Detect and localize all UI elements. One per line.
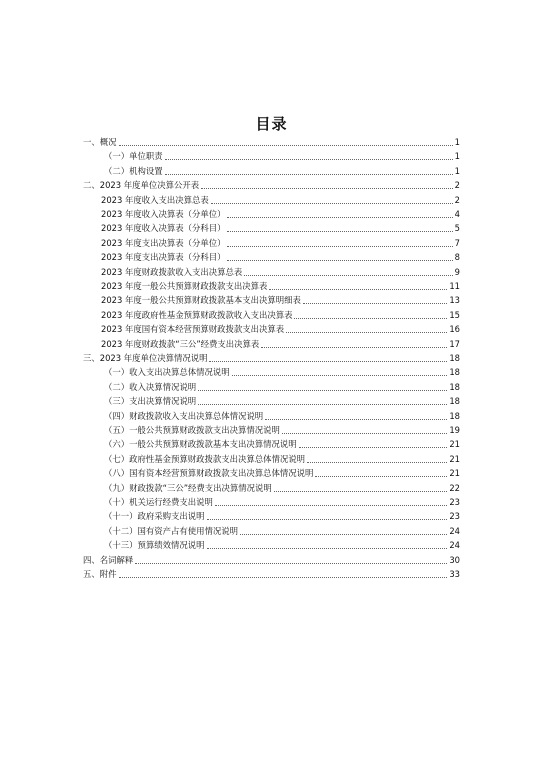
toc-entry-page-number: 1 [454,165,460,176]
toc-entry[interactable] [104,511,460,522]
toc-entry-page-number: 22 [449,482,460,493]
toc-entry-page-number: 18 [449,396,460,407]
toc-dot-leader [244,274,452,276]
toc-entry[interactable] [101,310,460,321]
toc-entry-page-number: 24 [449,540,460,551]
toc-dot-leader [215,504,447,506]
toc-entry-page-number: 23 [449,497,460,507]
toc-entry-label: 2023 年度支出决算表（分科目） [101,252,226,263]
toc-entry[interactable] [83,180,460,191]
toc-dot-leader [165,173,453,175]
toc-entry[interactable] [101,252,460,263]
toc-entry[interactable] [83,555,460,566]
toc-entry-page-number: 15 [449,309,460,320]
toc-dot-leader [240,533,447,535]
toc-entry-page-number: 21 [449,453,460,464]
toc-entry-label: 2023 年度政府性基金预算财政拨款收入支出决算表 [101,309,293,320]
toc-entry[interactable] [101,339,460,350]
toc-entry-page-number: 30 [449,554,460,565]
toc-entry[interactable] [101,223,460,234]
toc-entry-label: （五）一般公共预算财政拨款支出决算情况说明 [104,425,280,435]
toc-entry-label: 2023 年度一般公共预算财政拨款支出决算表 [101,281,268,291]
toc-entry[interactable] [104,367,460,378]
toc-dot-leader [227,245,452,247]
toc-entry-label: 一、概况 [83,137,117,147]
toc-dot-leader [286,331,447,333]
toc-entry-label: （十三）预算绩效情况说明 [104,540,205,551]
toc-entry-page-number: 24 [449,525,460,536]
toc-entry[interactable] [101,267,460,278]
toc-entry-label: （十二）国有资产占有使用情况说明 [104,525,238,536]
toc-entry[interactable] [104,439,460,450]
toc-entry-page-number: 33 [449,569,460,579]
toc-entry-label: 2023 年度支出决算表（分单位） [101,237,226,248]
toc-entry[interactable] [104,526,460,537]
toc-entry[interactable] [101,238,460,249]
toc-entry[interactable] [104,425,460,436]
toc-entry-label: 2023 年度一般公共预算财政拨款基本支出决算明细表 [101,295,301,306]
toc-dot-leader [274,490,448,492]
toc-entry-label: （十）机关运行经费支出说明 [104,497,213,507]
toc-dot-leader [265,418,447,420]
toc-dot-leader [303,302,447,304]
toc-entry[interactable] [104,151,460,162]
toc-entry[interactable] [101,281,460,292]
toc-entry-page-number: 4 [454,209,460,219]
toc-entry-label: （二）机构设置 [104,165,163,176]
toc-entry-page-number: 2 [454,194,460,205]
toc-entry[interactable] [101,195,460,206]
toc-dot-leader [282,432,447,434]
toc-entry-page-number: 8 [454,252,460,263]
toc-entry-label: 2023 年度财政拨款“三公”经费支出决算表 [101,338,260,349]
toc-dot-leader [307,461,447,463]
toc-entry-page-number: 5 [454,223,460,234]
toc-entry-page-number: 1 [454,151,460,162]
toc-entry-label: 五、附件 [83,569,117,579]
toc-entry[interactable] [101,209,460,220]
toc-dot-leader [198,403,447,405]
toc-entry-label: （六）一般公共预算财政拨款基本支出决算情况说明 [104,439,297,450]
toc-dot-leader [315,475,447,477]
toc-entry[interactable] [83,569,460,580]
toc-entry-page-number: 7 [454,237,460,248]
toc-entry-label: 二、2023 年度单位决算公开表 [83,180,200,191]
toc-entry-label: （一）收入支出决算总体情况说明 [104,367,230,378]
toc-entry[interactable] [104,497,460,508]
toc-entry-page-number: 13 [449,295,460,306]
toc-entry-label: （三）支出决算情况说明 [104,396,197,407]
toc-entry-page-number: 18 [449,367,460,378]
toc-entry-label: 三、2023 年度单位决算情况说明 [83,353,208,363]
toc-entry[interactable] [83,353,460,364]
toc-entry-label: （十一）政府采购支出说明 [104,511,205,522]
toc-entry-page-number: 11 [449,281,460,291]
toc-entry-page-number: 1 [454,137,460,147]
toc-dot-leader [227,230,452,232]
toc-dot-leader [269,288,447,290]
toc-entry-page-number: 21 [449,439,460,450]
toc-entry[interactable] [104,411,460,422]
toc-entry-label: （九）财政拨款“三公”经费支出决算情况说明 [104,482,272,493]
toc-entry[interactable] [104,540,460,551]
toc-dot-leader [227,259,452,261]
toc-entry-label: 2023 年度收入决算表（分单位） [101,209,226,219]
toc-entry-label: 2023 年度国有资本经营预算财政拨款支出决算表 [101,324,285,335]
toc-dot-leader [232,374,448,376]
toc-entry[interactable] [104,454,460,465]
toc-dot-leader [119,576,448,578]
toc-entry[interactable] [101,295,460,306]
toc-entry-page-number: 19 [449,425,460,435]
toc-entry-label: （一）单位职责 [104,151,163,162]
toc-dot-leader [207,547,448,549]
toc-dot-leader [198,389,447,391]
page-title: 目录 [255,115,288,133]
toc-entry-page-number: 18 [449,381,460,392]
toc-dot-leader [135,562,447,564]
toc-entry[interactable] [104,166,460,177]
toc-entry-label: 2023 年度收入决算表（分科目） [101,223,226,234]
toc-entry-label: 2023 年度财政拨款收入支出决算总表 [101,266,243,277]
toc-entry-page-number: 18 [449,410,460,421]
toc-dot-leader [119,144,453,146]
toc-entry-label: 2023 年度收入支出决算总表 [101,194,209,205]
toc-entry-page-number: 21 [449,468,460,479]
toc-dot-leader [201,187,453,189]
toc-entry-label: 四、名词解释 [83,554,134,565]
toc-entry-page-number: 2 [454,180,460,191]
toc-dot-leader [261,346,447,348]
toc-dot-leader [207,518,448,520]
toc-entry-page-number: 17 [449,338,460,349]
toc-dot-leader [211,202,453,204]
toc-entry-page-number: 23 [449,511,460,522]
toc-entry-page-number: 16 [449,324,460,335]
toc-entry-label: （八）国有资本经营预算财政拨款支出决算总体情况说明 [104,468,314,479]
toc-entry-label: （四）财政拨款收入支出决算总体情况说明 [104,410,264,421]
toc-entry-label: （二）收入决算情况说明 [104,381,197,392]
toc-dot-leader [165,158,453,160]
toc-entry[interactable] [104,382,460,393]
toc-entry-page-number: 9 [454,266,460,277]
toc-dot-leader [227,216,452,218]
toc-entry[interactable] [83,137,460,148]
toc-entry[interactable] [104,468,460,479]
toc-entry[interactable] [104,396,460,407]
toc-dot-leader [209,360,447,362]
toc-entry[interactable] [101,324,460,335]
toc-entry-page-number: 18 [449,353,460,363]
toc-entry-label: （七）政府性基金预算财政拨款支出决算总体情况说明 [104,453,305,464]
toc-dot-leader [299,446,448,448]
toc-dot-leader [294,317,447,319]
toc-entry[interactable] [104,483,460,494]
